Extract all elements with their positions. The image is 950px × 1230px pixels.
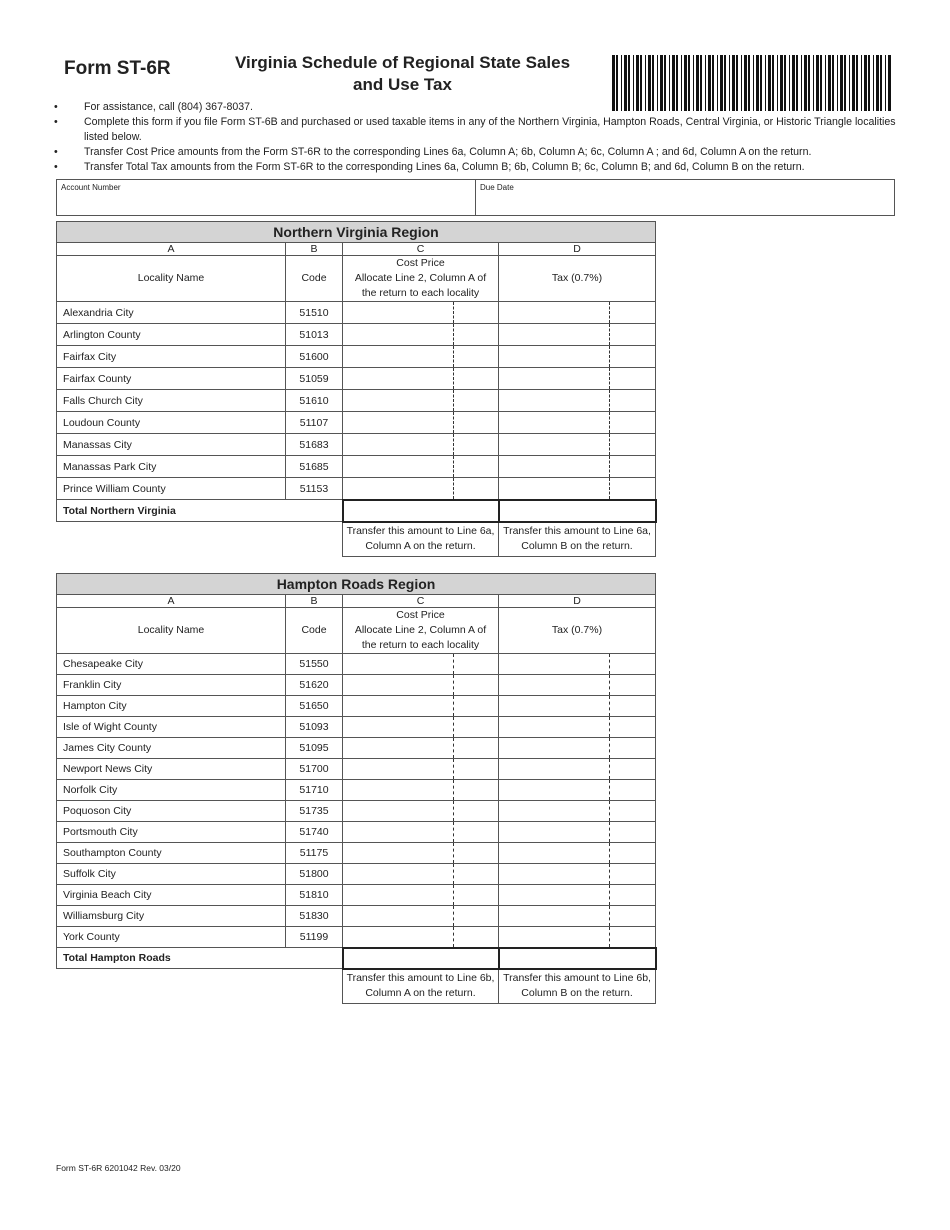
title-line-1: Virginia Schedule of Regional State Sales (234, 53, 571, 72)
table-row (57, 843, 656, 864)
region-title: Hampton Roads Region (57, 574, 656, 595)
locality-name: Prince William County (57, 478, 286, 500)
cost-price-input[interactable] (343, 654, 499, 675)
tax-input[interactable] (499, 390, 656, 412)
cost-price-input[interactable] (343, 927, 499, 948)
cost-price-input[interactable] (343, 801, 499, 822)
table-row (57, 717, 656, 738)
cost-price-input[interactable] (343, 346, 499, 368)
locality-name: Chesapeake City (57, 654, 286, 675)
table-row (57, 368, 656, 390)
locality-code: 51153 (286, 478, 343, 500)
cost-price-input[interactable] (343, 864, 499, 885)
locality-name: Virginia Beach City (57, 885, 286, 906)
column-letter-a: A (57, 595, 286, 608)
instructions-list (54, 100, 904, 175)
table-row (57, 906, 656, 927)
locality-name: Poquoson City (57, 801, 286, 822)
cost-price-header (343, 256, 499, 302)
due-date-field[interactable] (476, 180, 894, 215)
locality-code: 51685 (286, 456, 343, 478)
locality-name: Southampton County (57, 843, 286, 864)
blank-cell (57, 522, 343, 557)
table-row (57, 864, 656, 885)
transfer-note-line: Transfer this amount to Line 6b, (346, 972, 495, 985)
instruction-item: • For assistance, call (804) 367-8037. (54, 100, 904, 115)
locality-code: 51810 (286, 885, 343, 906)
locality-name: Manassas City (57, 434, 286, 456)
account-number-label: Account Number (61, 183, 121, 192)
tax-input[interactable] (499, 412, 656, 434)
locality-code: 51650 (286, 696, 343, 717)
cost-price-title: Cost Price (396, 257, 445, 269)
column-letter-d: D (499, 595, 656, 608)
table-row (57, 738, 656, 759)
locality-code: 51683 (286, 434, 343, 456)
transfer-note-tax (499, 969, 656, 1004)
cost-price-input[interactable] (343, 843, 499, 864)
tax-input[interactable] (499, 822, 656, 843)
locality-code: 51510 (286, 302, 343, 324)
tax-input[interactable] (499, 696, 656, 717)
table-row (57, 675, 656, 696)
tax-input[interactable] (499, 885, 656, 906)
cost-price-input[interactable] (343, 324, 499, 346)
table-row (57, 456, 656, 478)
column-letter-d: D (499, 243, 656, 256)
locality-name: Fairfax City (57, 346, 286, 368)
cost-price-input[interactable] (343, 390, 499, 412)
region-total-label: Total Northern Virginia (57, 500, 343, 522)
locality-name: Falls Church City (57, 390, 286, 412)
tax-input[interactable] (499, 801, 656, 822)
cost-price-input[interactable] (343, 885, 499, 906)
tax-input[interactable] (499, 324, 656, 346)
tax-input[interactable] (499, 434, 656, 456)
cost-price-header (343, 608, 499, 654)
title-line-2: and Use Tax (353, 75, 452, 94)
locality-code: 51059 (286, 368, 343, 390)
locality-code: 51610 (286, 390, 343, 412)
cost-price-title: Cost Price (396, 609, 445, 621)
cost-price-input[interactable] (343, 302, 499, 324)
instruction-item: • Transfer Total Tax amounts from the Form ST-6R to the corresponding Lines 6a, Column B; 6b, Column B; 6c, Column B; and 6d, Column B on the return. (54, 160, 904, 175)
tax-input[interactable] (499, 738, 656, 759)
table-row (57, 759, 656, 780)
locality-name: Norfolk City (57, 780, 286, 801)
form-id: Form ST-6R (64, 58, 171, 79)
column-letter-c: C (343, 243, 499, 256)
locality-name: Fairfax County (57, 368, 286, 390)
locality-code: 51830 (286, 906, 343, 927)
locality-name: Williamsburg City (57, 906, 286, 927)
cost-price-note-2: the return to each locality (361, 639, 480, 651)
region-total-label: Total Hampton Roads (57, 948, 343, 969)
code-header: Code (286, 256, 343, 302)
transfer-note-line: Column A on the return. (365, 987, 476, 1000)
tax-input[interactable] (499, 302, 656, 324)
cost-price-input[interactable] (343, 412, 499, 434)
locality-code: 51095 (286, 738, 343, 759)
tax-header: Tax (0.7%) (499, 608, 656, 654)
locality-name: Hampton City (57, 696, 286, 717)
table-head (57, 222, 656, 557)
table-row (57, 780, 656, 801)
table-row (57, 478, 656, 500)
locality-name: Arlington County (57, 324, 286, 346)
northern-virginia-table (56, 221, 657, 557)
tax-input[interactable] (499, 780, 656, 801)
column-letter-b: B (286, 595, 343, 608)
account-number-field[interactable] (57, 180, 476, 215)
tax-input[interactable] (499, 864, 656, 885)
locality-name: Newport News City (57, 759, 286, 780)
locality-code: 51550 (286, 654, 343, 675)
column-letter-b: B (286, 243, 343, 256)
locality-code: 51710 (286, 780, 343, 801)
column-letter-c: C (343, 595, 499, 608)
cost-price-note-1: Allocate Line 2, Column A of (354, 624, 487, 636)
transfer-note-line: Transfer this amount to Line 6a, (503, 525, 651, 538)
table-head (57, 574, 656, 1004)
total-cost-price-input[interactable] (343, 500, 499, 522)
tax-input[interactable] (499, 478, 656, 500)
table-row (57, 412, 656, 434)
locality-code: 51013 (286, 324, 343, 346)
account-info-box (56, 179, 895, 216)
table-row (57, 885, 656, 906)
cost-price-input[interactable] (343, 906, 499, 927)
locality-name: Loudoun County (57, 412, 286, 434)
locality-code: 51800 (286, 864, 343, 885)
region-title: Northern Virginia Region (57, 222, 656, 243)
table-row (57, 801, 656, 822)
tax-input[interactable] (499, 906, 656, 927)
transfer-note-line: Column A on the return. (365, 540, 476, 553)
cost-price-input[interactable] (343, 822, 499, 843)
cost-price-input[interactable] (343, 759, 499, 780)
locality-code: 51199 (286, 927, 343, 948)
tax-input[interactable] (499, 717, 656, 738)
locality-code: 51740 (286, 822, 343, 843)
cost-price-note-2: the return to each locality (361, 287, 480, 299)
locality-name: Franklin City (57, 675, 286, 696)
table-row (57, 434, 656, 456)
locality-code: 51700 (286, 759, 343, 780)
locality-name: James City County (57, 738, 286, 759)
transfer-note-line: Transfer this amount to Line 6a, (346, 525, 495, 538)
transfer-note-line: Column B on the return. (521, 987, 633, 1000)
tax-input[interactable] (499, 759, 656, 780)
instruction-item: • Transfer Cost Price amounts from the Form ST-6R to the corresponding Lines 6a, Column A; 6b, Column A; 6c, Column A ; and 6d, Column A on the return. (54, 145, 904, 160)
cost-price-input[interactable] (343, 675, 499, 696)
tax-input[interactable] (499, 927, 656, 948)
locality-code: 51620 (286, 675, 343, 696)
transfer-note-tax (499, 522, 656, 557)
due-date-label: Due Date (480, 183, 514, 192)
table-row (57, 696, 656, 717)
locality-name: Alexandria City (57, 302, 286, 324)
form-footer: Form ST-6R 6201042 Rev. 03/20 (56, 1163, 181, 1173)
page-title (205, 52, 600, 96)
locality-name-header: Locality Name (57, 608, 286, 654)
table-row (57, 390, 656, 412)
locality-code: 51175 (286, 843, 343, 864)
tax-input[interactable] (499, 675, 656, 696)
locality-name-header: Locality Name (57, 256, 286, 302)
cost-price-input[interactable] (343, 456, 499, 478)
table-row (57, 654, 656, 675)
hampton-roads-table (56, 573, 657, 1004)
tax-input[interactable] (499, 654, 656, 675)
column-letter-a: A (57, 243, 286, 256)
tax-input[interactable] (499, 843, 656, 864)
locality-name: Manassas Park City (57, 456, 286, 478)
table-row (57, 324, 656, 346)
locality-code: 51107 (286, 412, 343, 434)
table-row (57, 302, 656, 324)
tax-input[interactable] (499, 368, 656, 390)
locality-name: Suffolk City (57, 864, 286, 885)
locality-name: York County (57, 927, 286, 948)
tax-header: Tax (0.7%) (499, 256, 656, 302)
blank-cell (57, 969, 343, 1004)
table-row (57, 927, 656, 948)
cost-price-input[interactable] (343, 368, 499, 390)
tax-input[interactable] (499, 346, 656, 368)
total-cost-price-input[interactable] (343, 948, 499, 969)
transfer-note-cost (343, 969, 499, 1004)
cost-price-input[interactable] (343, 717, 499, 738)
instruction-item: • Complete this form if you file Form ST-6B and purchased or used taxable items in any of the Northern Virginia, Hampton Roads, Central Virginia, or Historic Triangle localities listed below. (54, 115, 904, 145)
cost-price-input[interactable] (343, 696, 499, 717)
total-tax-input[interactable] (499, 500, 656, 522)
cost-price-input[interactable] (343, 434, 499, 456)
transfer-note-cost (343, 522, 499, 557)
locality-name: Isle of Wight County (57, 717, 286, 738)
locality-code: 51093 (286, 717, 343, 738)
transfer-note-line: Transfer this amount to Line 6b, (503, 972, 651, 985)
locality-code: 51735 (286, 801, 343, 822)
cost-price-note-1: Allocate Line 2, Column A of (354, 272, 487, 284)
cost-price-input[interactable] (343, 478, 499, 500)
transfer-note-line: Column B on the return. (521, 540, 633, 553)
cost-price-input[interactable] (343, 780, 499, 801)
total-tax-input[interactable] (499, 948, 656, 969)
cost-price-input[interactable] (343, 738, 499, 759)
code-header: Code (286, 608, 343, 654)
table-row (57, 346, 656, 368)
tax-input[interactable] (499, 456, 656, 478)
locality-name: Portsmouth City (57, 822, 286, 843)
locality-code: 51600 (286, 346, 343, 368)
table-row (57, 822, 656, 843)
